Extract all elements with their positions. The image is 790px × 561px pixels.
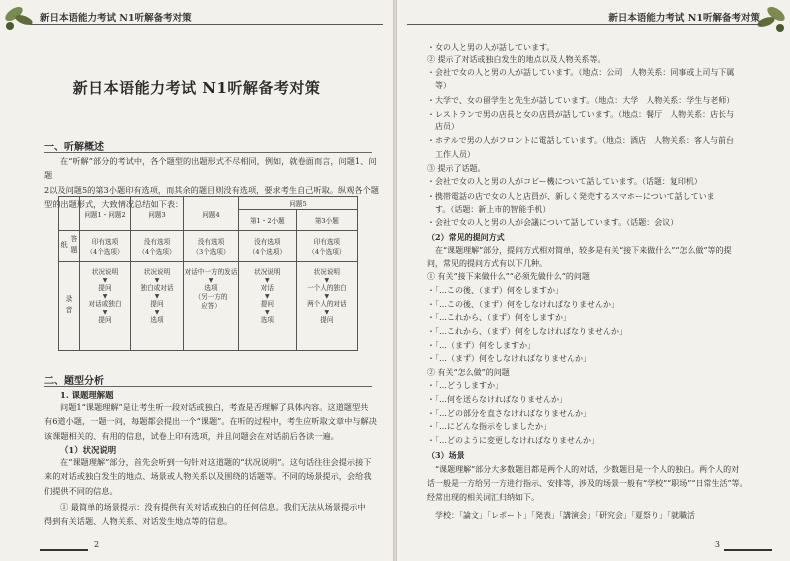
down-arrow-icon: ▼: [154, 293, 160, 300]
text-line: 工作人员）: [427, 150, 475, 159]
text-line: ・「…どうしますか」: [427, 381, 503, 390]
folio-bar: [724, 549, 772, 551]
text-line: ・携帯電話の店で女の人と店員が、新しく発売するスマホーについて話していま: [427, 192, 715, 201]
text-line: ・「…何を送らなければなりませんか」: [427, 395, 567, 404]
section-heading-overview: 一、听解概述: [44, 142, 104, 153]
table-header-q5: 问题5: [239, 197, 358, 210]
text-line: ・大学で、女の留学生と先生が話しています。（地点：大学 人物关系：学生与老师）: [427, 96, 735, 105]
intro-line: 型的出题形式，大致情况总结如下表：: [44, 199, 184, 210]
text-line: す。（话题：新上市的智能手机）: [427, 205, 551, 214]
table-cell: 没有选项 （4个选项）: [239, 231, 297, 262]
text-line: “课题理解”部分大多数题目都是两个人的对话，少数题目是一个人的独白。两个人的对: [427, 465, 740, 474]
text-line: ・「…どのように変更しなければなりませんか」: [427, 436, 599, 445]
row-label-answer-sheet: 答题纸: [59, 231, 80, 262]
subsection-heading: （3）场景: [427, 450, 465, 460]
down-arrow-icon: ▼: [324, 309, 330, 316]
down-arrow-icon: ▼: [102, 277, 108, 284]
text-line: ・ホテルで男の人がフロントに電話しています。（地点：酒店 人物关系：客人与前台: [427, 136, 734, 145]
text-line: ② 有关“怎么做”的问题: [427, 368, 510, 377]
text-line: ・「…（まず）何をしなければなりませんか」: [427, 354, 591, 363]
header-rule: [407, 24, 762, 25]
text-line: ③ 提示了话题。: [427, 164, 486, 173]
text-line: 等）: [427, 81, 451, 90]
row-label-audio: 录音: [59, 262, 80, 351]
left-page: [0, 0, 393, 561]
page-number: 2: [94, 540, 100, 549]
right-page: [397, 0, 790, 561]
paragraph-task: 问题1“课题理解”是让考生听一段对话或独白，考查是否理解了具体内容。这道题型共 有6道小题，一题一问，每题都会提出一个“课题”。在听的过程中，考生应听取文章中与解决 该课题相关的、有用的信息，试卷上印有选项，并且问题会在对话前后各读一遍。: [44, 402, 377, 441]
table-header: 问题3: [131, 197, 184, 231]
text-line: ・女の人と男の人が話しています。: [427, 43, 555, 52]
down-arrow-icon: ▼: [154, 309, 160, 316]
page-title: 新日本语能力考试 N1听解备考对策: [72, 79, 321, 97]
section-rule: [44, 386, 372, 387]
table-header: 问题4: [184, 197, 239, 231]
table-header: 问题1・问题2: [80, 197, 131, 231]
table-corner: [59, 197, 80, 231]
text-line: ・会社で女の人と男の人が会議について話しています。（话题：会议）: [427, 218, 679, 227]
subsection-heading: （2）常见的提问方式: [427, 232, 505, 242]
text-line: ① 有关“接下来做什么”“必须先做什么”的问题: [427, 272, 590, 281]
text-line: 在“课题理解”部分，提问方式相对简单，较多是有关“接下来做什么”“怎么做”等的提: [427, 246, 732, 255]
down-arrow-icon: ▼: [265, 277, 270, 284]
text-line: ・「…これから、（まず）何をしなければなりませんか」: [427, 327, 627, 336]
table-header: 第1・2小题: [239, 210, 297, 231]
text-line: ・レストランで男の店長と女の店員が話しています。（地点：餐厅 人物关系：店长与: [427, 110, 735, 119]
flow-cell: 对话中一方的发话 ▼ 选项 （另一方的 应答）: [184, 262, 239, 351]
intro-line: 2以及问题5的第3小题印有选项，而其余的题目则没有选项，要求考生自己听取。纵观各个题: [44, 184, 379, 195]
leaf-ornament-icon: [0, 0, 42, 40]
flow-cell: 状况说明 ▼ 提问 ▼ 对话或独白 ▼ 提问: [80, 262, 131, 351]
text-line: ・「…（まず）何をしますか」: [427, 341, 535, 350]
flow-cell: 状况说明 ▼ 一个人的独白 ▼ 两个人的对话 ▼ 提问: [296, 262, 357, 351]
down-arrow-icon: ▼: [208, 277, 214, 284]
running-header: 新日本语能力考试 N1听解备考对策: [608, 13, 760, 24]
down-arrow-icon: ▼: [324, 293, 330, 300]
text-line: ・会社で女の人と男の人が話しています。（地点：公司 人物关系：同事或上司与下属: [427, 68, 735, 77]
text-line: ・「…にどんな指示をしましたか」: [427, 422, 551, 431]
header-rule: [30, 24, 383, 25]
down-arrow-icon: ▼: [102, 293, 108, 300]
text-line: 店员）: [427, 122, 459, 131]
down-arrow-icon: ▼: [265, 293, 270, 300]
down-arrow-icon: ▼: [102, 309, 108, 316]
page-number: 3: [714, 540, 720, 549]
intro-line: 在“听解”部分的考试中，各个题型的出题形式不尽相同，例如，就卷面而言，问题1、问题: [44, 156, 377, 181]
subsection-heading: （1）状况说明: [60, 445, 117, 455]
table-cell: 没有选项 （4个选项）: [131, 231, 184, 262]
running-header: 新日本语能力考试 N1听解备考对策: [40, 13, 192, 24]
down-arrow-icon: ▼: [265, 309, 270, 316]
table-cell: 印有选项 （4个选项）: [296, 231, 357, 262]
text-line: 话一般是一方给另一方进行指示、安排等，涉及的场景一般有“学校”“职场”“日常生活”等。: [427, 479, 748, 488]
text-line: 问，常见的提问方式有以下几种。: [427, 259, 547, 268]
table-cell: 印有选项 （4个选项）: [80, 231, 131, 262]
question-format-table: [58, 196, 358, 351]
section-rule: [44, 152, 372, 153]
text-line: 学校：「論文」「レポート」「発表」「講演会」「研究会」「夏祭り」「就職活: [427, 511, 695, 520]
paragraph-situation: 在“课题理解”部分，首先会听到一句针对这道题的“状况说明”。这句话往往会提示接下 来的对话或独白发生的地点、场景或人物关系以及围绕的话题等。不同的场景提示，会给我 们提供不同的信息。: [44, 457, 372, 496]
down-arrow-icon: ▼: [154, 277, 160, 284]
paragraph-scene-hint: ① 最简单的场景提示：没有提供有关对话或独白的任何信息。我们无法从场景提示中 得到有关话题、人物关系、对话发生地点等的信息。: [44, 502, 366, 527]
text-line: ・会社で女の人と男の人がコピー機について話しています。（话题：复印机）: [427, 177, 702, 186]
section-heading-analysis: 二、题型分析: [44, 376, 104, 387]
text-line: ・「…これから、（まず）何をしますか」: [427, 313, 571, 322]
text-line: 经常出现的相关词汇归纳如下。: [427, 493, 539, 502]
text-line: ② 提示了对话或独白发生的地点以及人物关系等。: [427, 55, 606, 64]
folio-bar: [40, 549, 88, 551]
flow-cell: 状况说明 ▼ 对话 ▼ 提问 ▼ 选项: [239, 262, 297, 351]
text-line: ・「…どの部分を直さなければなりませんか」: [427, 409, 591, 418]
table-cell: 没有选项 （3个选项）: [184, 231, 239, 262]
table-header: 第3小题: [296, 210, 357, 231]
subsection-heading: 1. 课题理解题: [60, 390, 114, 400]
text-line: ・「…この後、（まず）何をしますか」: [427, 286, 563, 295]
down-arrow-icon: ▼: [324, 277, 330, 284]
flow-cell: 状况说明 ▼ 独白或对话 ▼ 提问 ▼ 选项: [131, 262, 184, 351]
text-line: ・「…この後、（まず）何をしなければなりませんか」: [427, 300, 619, 309]
